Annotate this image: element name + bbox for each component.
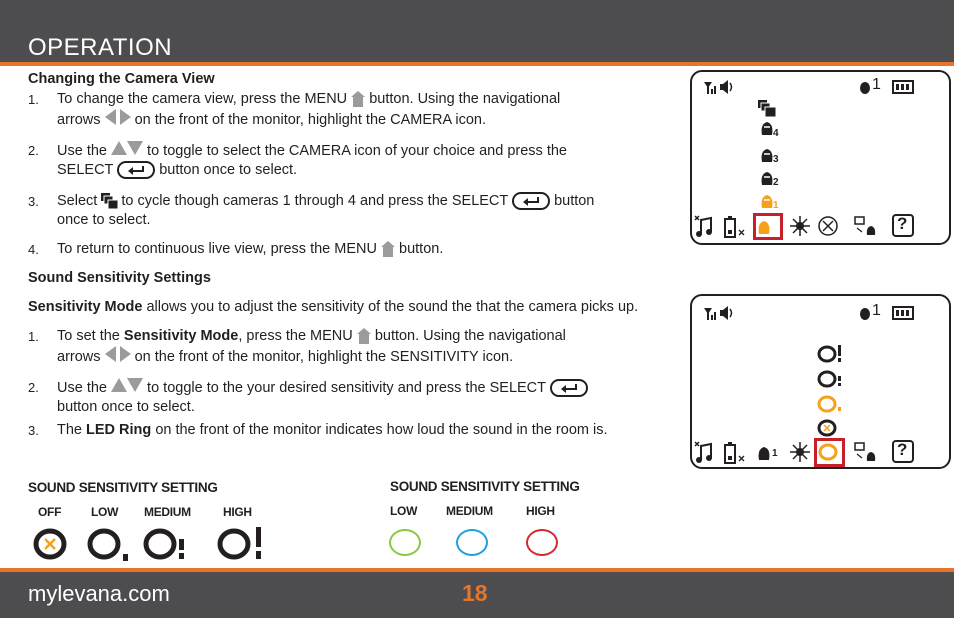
camera-step-4 — [28, 240, 678, 259]
level-low-label: LOW — [91, 505, 119, 519]
page-number: 18 — [462, 580, 488, 606]
sensitivity-icons-row — [28, 525, 288, 565]
step-number: 2. — [28, 380, 39, 395]
camera-number-4: 4 — [773, 128, 779, 139]
step-text: on the front of the monitor indicates how loud the sound in the room is. — [155, 422, 608, 438]
step-text: button once to select. — [159, 162, 298, 178]
sound-step-1 — [28, 327, 678, 368]
camera-settings-icon — [855, 443, 875, 461]
signal-icon — [704, 308, 716, 320]
led-high-label: HIGH — [526, 504, 555, 518]
brightness-icon — [790, 216, 810, 236]
intro-text: allows you to adjust the sensitivity of the sound the that the camera picks up. — [146, 299, 639, 315]
sensitivity-setting-title-left: SOUND SENSITIVITY SETTING — [28, 480, 218, 495]
signal-icon — [704, 82, 716, 94]
level-off-label: OFF — [38, 505, 62, 519]
sensitivity-high-icon — [220, 527, 261, 559]
step-bold: Sensitivity Mode — [123, 328, 239, 344]
camera-step-3 — [28, 192, 678, 230]
camera-3-icon — [762, 149, 773, 162]
sensitivity-low-icon — [90, 531, 128, 561]
music-icon — [695, 216, 712, 237]
camera-1-icon-active — [762, 195, 773, 208]
sound-step-3 — [28, 421, 678, 440]
battery-icon — [893, 307, 913, 319]
step-text: To return to continuous live view, press the MENU — [57, 241, 377, 257]
left-right-arrows-icon — [105, 109, 131, 131]
step-number: 1. — [28, 329, 39, 344]
step-text: to toggle to select the CAMERA icon of your choice and press the — [147, 142, 567, 159]
camera-number-2: 2 — [773, 177, 779, 188]
menu-home-icon — [381, 241, 395, 257]
step-text: button once to select. — [57, 399, 195, 415]
sensitivity-off-icon — [819, 421, 835, 435]
step-text: to toggle to the your desired sensitivity and press the SELECT — [147, 379, 546, 396]
sensitivity-low-icon — [819, 397, 841, 411]
up-down-arrows-icon — [111, 141, 143, 161]
led-ring-low — [389, 529, 421, 556]
music-icon — [695, 442, 712, 463]
page-title: OPERATION — [28, 34, 173, 61]
camera-settings-icon — [855, 217, 875, 235]
step-text: on the front of the monitor, highlight the CAMERA icon. — [134, 111, 486, 128]
step-text: on the front of the monitor, highlight the SENSITIVITY icon. — [134, 348, 514, 365]
step-text: Use the — [57, 142, 107, 159]
step-number: 3. — [28, 423, 39, 438]
step-text: The — [57, 422, 82, 438]
step-text: SELECT — [57, 162, 114, 178]
sensitivity-setting-title-right: SOUND SENSITIVITY SETTING — [390, 479, 580, 494]
camera-number-1: 1 — [773, 200, 779, 211]
step-number: 4. — [28, 242, 39, 257]
header-divider — [0, 62, 954, 66]
level-medium-label: MEDIUM — [144, 505, 191, 519]
step-bold: LED Ring — [86, 422, 152, 438]
instructions — [28, 70, 678, 440]
level-high-label: HIGH — [223, 505, 252, 519]
led-ring-medium — [456, 529, 488, 556]
sound-heading: Sound Sensitivity Settings — [28, 270, 211, 286]
battery-low-icon — [725, 442, 744, 463]
camera-status-icon — [860, 82, 870, 94]
monitor-screen-sensitivity — [690, 294, 951, 469]
camera-number-3: 3 — [773, 154, 779, 165]
step-text: button — [554, 193, 595, 209]
sensitivity-medium-icon — [146, 531, 184, 559]
led-ring-high — [526, 529, 558, 556]
step-text: button. — [399, 241, 444, 257]
speaker-icon — [720, 306, 732, 320]
select-enter-icon — [512, 192, 550, 210]
camera-4-icon — [762, 122, 773, 135]
step-text: arrows — [57, 111, 101, 128]
left-right-arrows-icon — [105, 346, 131, 368]
camera-view-heading: Changing the Camera View — [28, 71, 215, 87]
step-number: 2. — [28, 143, 39, 158]
step-text: To set the — [57, 328, 120, 344]
battery-low-icon — [725, 216, 744, 237]
status-camera-number: 1 — [872, 302, 881, 319]
step-text: , press the MENU — [238, 328, 353, 344]
sensitivity-high-icon — [819, 345, 841, 362]
camera-step-1 — [28, 90, 678, 131]
up-down-arrows-icon — [111, 378, 143, 398]
camera-menu-icon — [759, 447, 770, 460]
monitor-screen-camera — [690, 70, 951, 245]
help-question: ? — [897, 214, 908, 233]
led-medium-label: MEDIUM — [446, 504, 493, 518]
camera-step-2 — [28, 141, 678, 180]
sensitivity-mode-term: Sensitivity Mode — [28, 299, 143, 315]
speaker-icon — [720, 80, 732, 94]
website-link[interactable]: mylevana.com — [28, 581, 170, 606]
sensitivity-medium-icon — [819, 372, 841, 386]
menu-home-icon — [351, 91, 365, 107]
camera-2-icon — [762, 172, 773, 185]
step-number: 1. — [28, 92, 39, 107]
screen-graphics — [692, 72, 949, 243]
select-enter-icon — [550, 379, 588, 397]
camera-status-icon — [860, 308, 870, 320]
help-question: ? — [897, 440, 908, 459]
select-enter-icon — [117, 161, 155, 179]
step-number: 3. — [28, 194, 39, 209]
status-camera-number: 1 — [872, 76, 881, 93]
sound-intro — [28, 298, 678, 317]
menu-home-icon — [357, 328, 371, 344]
brightness-icon — [790, 442, 810, 462]
selection-highlight — [814, 438, 845, 467]
sensitivity-off-icon — [36, 531, 64, 557]
step-text: Select — [57, 193, 98, 209]
battery-icon — [893, 81, 913, 93]
sensitivity-cancel-icon — [819, 217, 837, 235]
sound-step-2 — [28, 378, 678, 417]
step-text: once to select. — [57, 212, 151, 228]
step-text: Use the — [57, 379, 107, 396]
step-text: to cycle though cameras 1 through 4 and press the SELECT — [121, 193, 508, 209]
step-text: button. Using the navigational — [374, 328, 566, 344]
step-text: arrows — [57, 348, 101, 365]
step-text: button. Using the navigational — [369, 91, 561, 107]
led-low-label: LOW — [390, 504, 418, 518]
multi-camera-icon — [758, 100, 776, 117]
selection-highlight — [753, 213, 783, 240]
bottom-camera-number: 1 — [772, 448, 778, 459]
multi-camera-icon — [101, 193, 117, 209]
step-text: To change the camera view, press the MENU — [57, 91, 348, 107]
